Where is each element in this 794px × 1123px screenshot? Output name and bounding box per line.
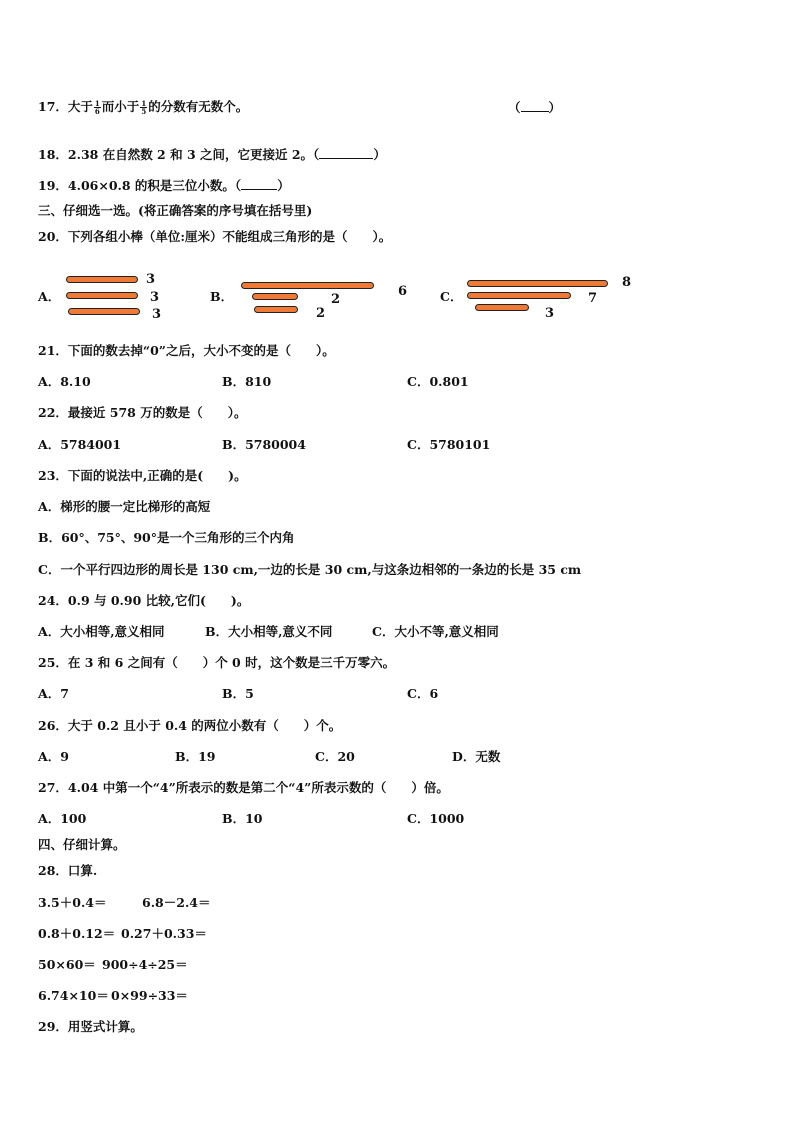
- fraction-numerator: 1: [94, 99, 100, 108]
- q17-text-pre: 大于: [67, 99, 93, 114]
- question-20-stem: 20．下列各组小棒（单位:厘米）不能组成三角形的是（ ）。: [38, 229, 392, 244]
- calc-2-0: 50×60＝: [38, 957, 96, 972]
- question-25-stem: 25．在 3 和 6 之间有（ ）个 0 时，这个数是三千万零六。: [38, 655, 396, 670]
- stick-a2-label: 3: [150, 290, 160, 305]
- stick-b1: [241, 282, 374, 289]
- q23-option-b[interactable]: B．60°、75°、90°是一个三角形的三个内角: [38, 530, 295, 545]
- stick-b3-label: 2: [316, 306, 326, 321]
- calc-0-0: 3.5＋0.4＝: [38, 895, 107, 910]
- calc-0-1: 6.8－2.4＝: [142, 895, 211, 910]
- stick-a2: [66, 292, 138, 299]
- stick-b1-label: 6: [398, 284, 408, 299]
- question-27-stem: 27．4.04 中第一个“4”所表示的数是第二个“4”所表示数的（ ）倍。: [38, 780, 449, 795]
- question-29-stem: 29．用竖式计算。: [38, 1019, 143, 1034]
- calc-3-0: 6.74×10＝: [38, 988, 109, 1003]
- q26-option-a[interactable]: A．9: [38, 749, 69, 764]
- question-28-stem: 28．口算.: [38, 863, 98, 878]
- calc-1-0: 0.8＋0.12＝: [38, 926, 116, 941]
- question-21-stem: 21．下面的数去掉“0”之后，大小不变的是（ ）。: [38, 343, 335, 358]
- q22-option-a[interactable]: A．5784001: [38, 437, 122, 452]
- q26-option-b[interactable]: B．19: [175, 749, 216, 764]
- stick-a1: [66, 276, 138, 283]
- question-18: [38, 146, 386, 163]
- stick-c1: [467, 280, 608, 287]
- q25-option-c[interactable]: C．6: [407, 686, 439, 701]
- option-b-letter[interactable]: B．: [210, 289, 234, 304]
- q27-option-a[interactable]: A．100: [38, 811, 87, 826]
- paren-right: ）: [548, 100, 562, 115]
- stick-c2-label: 7: [588, 291, 598, 306]
- question-19: [38, 177, 290, 194]
- paren-right: ）: [277, 178, 290, 193]
- q17-text-post: 的分数有无数个。: [148, 99, 249, 114]
- answer-blank[interactable]: [241, 177, 277, 190]
- q22-option-c[interactable]: C．5780101: [407, 437, 491, 452]
- stick-b2: [252, 293, 298, 300]
- question-24-stem: 24．0.9 与 0.90 比较,它们( )。: [38, 593, 250, 608]
- stick-a3: [68, 308, 140, 315]
- calc-2-1: 900÷4÷25＝: [102, 957, 188, 972]
- question-26-stem: 26．大于 0.2 且小于 0.4 的两位小数有（ ）个。: [38, 718, 342, 733]
- q27-option-c[interactable]: C．1000: [407, 811, 465, 826]
- question-text: 2.38 在自然数 2 和 3 之间，它更接近 2。（: [67, 147, 320, 162]
- q24-option-b[interactable]: B．大小相等,意义不同: [205, 624, 333, 639]
- stick-b2-label: 2: [331, 292, 341, 307]
- q22-option-b[interactable]: B．5780004: [222, 437, 306, 452]
- fraction-numerator: 1: [141, 99, 147, 108]
- question-number: 19．: [38, 178, 68, 193]
- question-17: [38, 99, 248, 115]
- q17-text-mid: 而小于: [101, 99, 140, 114]
- q25-option-b[interactable]: B．5: [222, 686, 254, 701]
- stick-a1-label: 3: [146, 272, 156, 287]
- option-c-letter[interactable]: C．: [440, 289, 463, 304]
- stick-c2: [467, 292, 571, 299]
- q26-option-d[interactable]: D．无数: [452, 749, 501, 764]
- stick-c3-label: 3: [545, 306, 555, 321]
- fraction-denominator: 6: [94, 107, 100, 116]
- paren-left: （: [508, 100, 521, 115]
- question-number: 18．: [38, 147, 68, 162]
- q21-option-c[interactable]: C．0.801: [407, 374, 469, 389]
- fraction-denominator: 5: [141, 107, 147, 116]
- q21-option-b[interactable]: B．810: [222, 374, 272, 389]
- q17-answer-paren: [508, 99, 561, 116]
- q23-option-a[interactable]: A．梯形的腰一定比梯形的高短: [38, 499, 211, 514]
- calc-3-1: 0×99÷33＝: [111, 988, 188, 1003]
- question-22-stem: 22．最接近 578 万的数是（ ）。: [38, 405, 247, 420]
- fraction-1: [94, 100, 101, 115]
- q24-option-a[interactable]: A．大小相等,意义相同: [38, 624, 165, 639]
- section-3-heading: 三、仔细选一选。(将正确答案的序号填在括号里): [38, 203, 313, 218]
- option-a-letter[interactable]: A．: [38, 289, 61, 304]
- stick-a3-label: 3: [152, 307, 162, 322]
- q25-option-a[interactable]: A．7: [38, 686, 69, 701]
- question-number: 17．: [38, 99, 68, 114]
- answer-blank[interactable]: [319, 146, 373, 159]
- q21-option-a[interactable]: A．8.10: [38, 374, 91, 389]
- q24-option-c[interactable]: C．大小不等,意义相同: [372, 624, 499, 639]
- q27-option-b[interactable]: B．10: [222, 811, 263, 826]
- fraction-2: [140, 100, 147, 115]
- calc-1-1: 0.27＋0.33＝: [121, 926, 207, 941]
- paren-right: ）: [373, 147, 386, 162]
- question-text: 4.06×0.8 的积是三位小数。（: [67, 178, 242, 193]
- section-4-heading: 四、仔细计算。: [38, 837, 126, 852]
- q23-option-c[interactable]: C．一个平行四边形的周长是 130 cm,一边的长是 30 cm,与这条边相邻的一条边的长是 35 cm: [38, 562, 582, 577]
- answer-blank[interactable]: [521, 99, 549, 112]
- question-23-stem: 23．下面的说法中,正确的是( )。: [38, 468, 247, 483]
- stick-c3: [475, 304, 529, 311]
- stick-b3: [254, 306, 298, 313]
- stick-c1-label: 8: [622, 275, 632, 290]
- q26-option-c[interactable]: C．20: [315, 749, 355, 764]
